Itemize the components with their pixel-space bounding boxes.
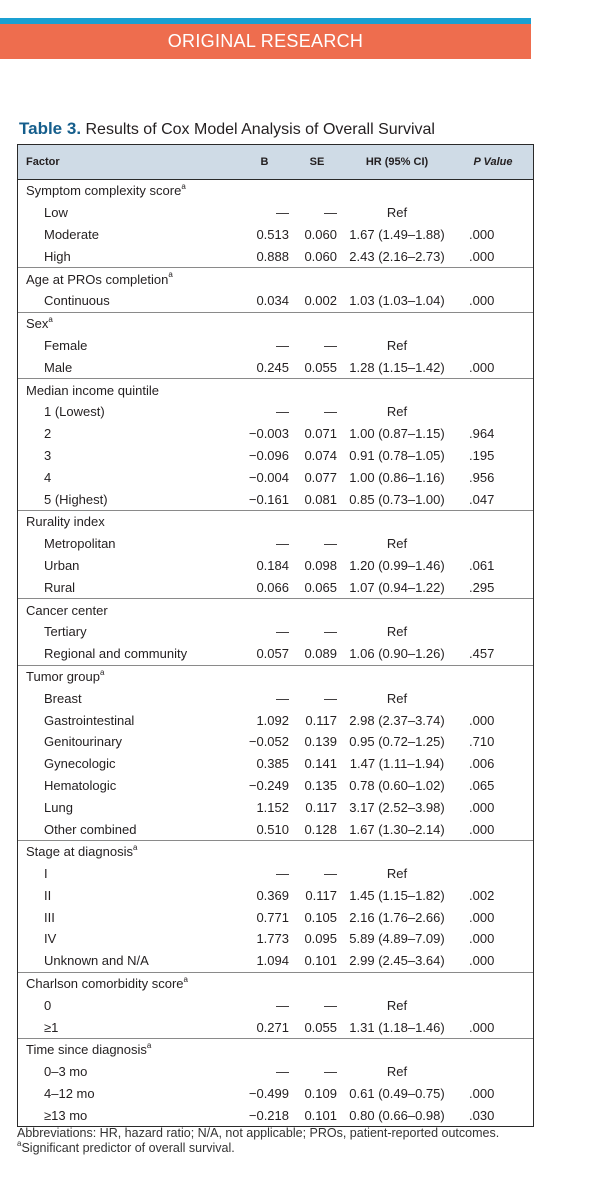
hr-cell: Ref bbox=[386, 536, 408, 552]
section-row bbox=[18, 972, 533, 994]
b-cell: — bbox=[276, 404, 289, 420]
b-cell: — bbox=[276, 337, 289, 353]
factor-cell: Hematologic bbox=[44, 777, 117, 793]
b-cell: −0.096 bbox=[248, 447, 289, 463]
se-cell: 0.101 bbox=[304, 1107, 337, 1123]
table-body bbox=[18, 180, 533, 1127]
p-value-cell bbox=[453, 863, 533, 885]
se-cell: — bbox=[324, 866, 337, 882]
factor-cell: Female bbox=[44, 337, 88, 353]
section-row bbox=[18, 599, 533, 621]
table-row bbox=[18, 818, 533, 840]
se-cell: — bbox=[324, 624, 337, 640]
p-value-cell: .006 bbox=[469, 756, 495, 772]
table-row bbox=[18, 928, 533, 950]
p-value-cell: .195 bbox=[469, 447, 495, 463]
table-footnotes bbox=[17, 1126, 517, 1156]
hr-cell: 0.61 (0.49–0.75) bbox=[349, 1086, 445, 1102]
factor-cell: Male bbox=[44, 359, 73, 375]
p-value-cell: .000 bbox=[469, 1019, 495, 1035]
section-label: Time since diagnosis bbox=[26, 1042, 147, 1058]
b-cell: −0.004 bbox=[248, 469, 289, 485]
table-row bbox=[18, 356, 533, 378]
factor-cell: 2 bbox=[44, 426, 52, 442]
hr-cell: Ref bbox=[386, 997, 408, 1013]
factor-cell: Metropolitan bbox=[44, 536, 116, 552]
p-value-cell: .000 bbox=[469, 909, 495, 925]
table-row bbox=[18, 906, 533, 928]
se-cell: 0.095 bbox=[304, 931, 337, 947]
factor-cell: 4 bbox=[44, 469, 52, 485]
b-cell: 0.369 bbox=[256, 887, 289, 903]
b-cell: 0.184 bbox=[256, 557, 289, 573]
hr-cell: 0.85 (0.73–1.00) bbox=[349, 491, 445, 507]
se-cell: 0.105 bbox=[304, 909, 337, 925]
se-cell: 0.128 bbox=[304, 821, 337, 837]
hr-cell: 0.78 (0.60–1.02) bbox=[349, 777, 445, 793]
section-header-band bbox=[0, 24, 531, 59]
table-caption: Results of Cox Model Analysis of Overall Survival bbox=[85, 121, 435, 138]
hr-cell: 0.80 (0.66–0.98) bbox=[349, 1107, 445, 1123]
table-row bbox=[18, 202, 533, 224]
b-cell: 0.057 bbox=[256, 646, 289, 662]
hr-cell: 1.00 (0.86–1.16) bbox=[349, 469, 445, 485]
table-title bbox=[19, 119, 435, 139]
b-cell: 0.888 bbox=[256, 248, 289, 264]
p-value-cell bbox=[453, 335, 533, 357]
abbreviations-note: Abbreviations: HR, hazard ratio; N/A, not applicable; PROs, patient-reported outcomes. bbox=[17, 1126, 500, 1140]
column-header-b: B bbox=[236, 145, 293, 180]
factor-cell: Tertiary bbox=[44, 624, 87, 640]
p-value-cell: .002 bbox=[469, 887, 495, 903]
b-cell: 0.034 bbox=[256, 293, 289, 309]
hr-cell: 1.06 (0.90–1.26) bbox=[349, 646, 445, 662]
section-label-cell bbox=[18, 180, 533, 202]
table-row bbox=[18, 576, 533, 598]
footnote-marker: a bbox=[181, 182, 186, 192]
hr-cell: Ref bbox=[386, 690, 408, 706]
table-row bbox=[18, 290, 533, 312]
factor-cell: Genitourinary bbox=[44, 734, 123, 750]
hr-cell: Ref bbox=[386, 404, 408, 420]
section-label: Stage at diagnosis bbox=[26, 844, 133, 860]
p-value-cell: .964 bbox=[469, 426, 495, 442]
b-cell: 1.094 bbox=[256, 953, 289, 969]
table-row bbox=[18, 643, 533, 665]
b-cell: 0.510 bbox=[256, 821, 289, 837]
table-row bbox=[18, 687, 533, 709]
se-cell: — bbox=[324, 1064, 337, 1080]
factor-cell: Breast bbox=[44, 690, 82, 706]
se-cell: 0.117 bbox=[305, 799, 337, 815]
b-cell: 1.773 bbox=[256, 931, 289, 947]
se-cell: 0.077 bbox=[304, 469, 337, 485]
section-label-cell bbox=[18, 312, 533, 334]
table-header-row bbox=[18, 145, 533, 180]
column-header-p-value: P Value bbox=[453, 145, 533, 180]
p-value-cell: .000 bbox=[469, 953, 495, 969]
se-cell: — bbox=[324, 404, 337, 420]
p-value-cell: .956 bbox=[469, 469, 495, 485]
p-value-cell bbox=[453, 687, 533, 709]
b-cell: −0.052 bbox=[248, 734, 289, 750]
factor-cell: II bbox=[44, 887, 52, 903]
footnote-marker: a bbox=[132, 842, 138, 852]
section-label-cell bbox=[18, 972, 533, 994]
table-row bbox=[18, 245, 533, 267]
b-cell: — bbox=[276, 690, 289, 706]
b-cell: 0.066 bbox=[256, 579, 289, 595]
b-cell: 0.771 bbox=[256, 909, 289, 925]
hr-cell: Ref bbox=[386, 337, 408, 353]
factor-cell: 0–3 mo bbox=[44, 1064, 88, 1080]
p-value-cell: .000 bbox=[469, 226, 495, 242]
table-row bbox=[18, 488, 533, 510]
b-cell: −0.218 bbox=[248, 1107, 289, 1123]
section-label: Rurality index bbox=[26, 514, 105, 530]
significance-note bbox=[17, 1138, 517, 1156]
significance-marker: a bbox=[17, 1138, 22, 1148]
factor-cell: Gynecologic bbox=[44, 756, 116, 772]
se-cell: 0.089 bbox=[304, 646, 337, 662]
b-cell: — bbox=[276, 536, 289, 552]
factor-cell: Continuous bbox=[44, 293, 110, 309]
se-cell: 0.071 bbox=[304, 426, 337, 442]
hr-cell: 2.98 (2.37–3.74) bbox=[349, 712, 445, 728]
section-row bbox=[18, 180, 533, 202]
factor-cell: 0 bbox=[44, 997, 52, 1013]
table-row bbox=[18, 401, 533, 423]
p-value-cell: .000 bbox=[469, 821, 495, 837]
se-cell: 0.117 bbox=[305, 887, 337, 903]
section-label-cell bbox=[18, 665, 533, 687]
b-cell: −0.249 bbox=[248, 777, 289, 793]
hr-cell: Ref bbox=[386, 624, 408, 640]
section-label-cell bbox=[18, 379, 533, 401]
p-value-cell: .457 bbox=[469, 646, 495, 662]
p-value-cell bbox=[453, 621, 533, 643]
se-cell: — bbox=[324, 205, 337, 221]
b-cell: — bbox=[276, 205, 289, 221]
se-cell: 0.055 bbox=[304, 359, 337, 375]
section-label: Symptom complexity score bbox=[26, 183, 182, 199]
hr-cell: 5.89 (4.89–7.09) bbox=[349, 931, 445, 947]
section-row bbox=[18, 840, 533, 862]
table-row bbox=[18, 445, 533, 467]
table-row bbox=[18, 994, 533, 1016]
factor-cell: Gastrointestinal bbox=[44, 712, 135, 728]
section-label: Charlson comorbidity score bbox=[26, 976, 184, 992]
p-value-cell: .030 bbox=[469, 1107, 495, 1123]
footnote-marker: a bbox=[48, 314, 53, 324]
se-cell: 0.055 bbox=[304, 1019, 337, 1035]
p-value-cell: .000 bbox=[469, 799, 495, 815]
se-cell: 0.101 bbox=[304, 953, 337, 969]
factor-cell: Lung bbox=[44, 799, 73, 815]
b-cell: 1.092 bbox=[256, 712, 289, 728]
table-row bbox=[18, 709, 533, 731]
p-value-cell: .000 bbox=[469, 712, 495, 728]
table-row bbox=[18, 423, 533, 445]
p-value-cell: .000 bbox=[469, 359, 495, 375]
b-cell: — bbox=[276, 1064, 289, 1080]
section-label: Sex bbox=[26, 316, 49, 332]
section-row bbox=[18, 379, 533, 401]
footnote-marker: a bbox=[99, 667, 105, 677]
hr-cell: 3.17 (2.52–3.98) bbox=[349, 799, 445, 815]
p-value-cell: .047 bbox=[469, 491, 495, 507]
factor-cell: Unknown and N/A bbox=[44, 953, 149, 969]
b-cell: — bbox=[276, 866, 289, 882]
factor-cell: Moderate bbox=[44, 226, 99, 242]
footnote-marker: a bbox=[168, 270, 173, 280]
b-cell: 0.271 bbox=[256, 1019, 289, 1035]
section-label: Median income quintile bbox=[26, 382, 159, 398]
factor-cell: Low bbox=[44, 205, 68, 221]
se-cell: 0.141 bbox=[304, 756, 337, 772]
hr-cell: 1.07 (0.94–1.22) bbox=[349, 579, 445, 595]
table-row bbox=[18, 775, 533, 797]
table-row bbox=[18, 1061, 533, 1083]
p-value-cell: .295 bbox=[469, 579, 495, 595]
se-cell: 0.060 bbox=[304, 226, 337, 242]
factor-cell: High bbox=[44, 248, 71, 264]
significance-text: Significant predictor of overall survival. bbox=[21, 1141, 235, 1155]
section-label: Cancer center bbox=[26, 602, 108, 618]
se-cell: 0.135 bbox=[304, 777, 337, 793]
se-cell: — bbox=[324, 997, 337, 1013]
section-row bbox=[18, 665, 533, 687]
table-row bbox=[18, 335, 533, 357]
results-table bbox=[17, 144, 534, 1127]
se-cell: — bbox=[324, 690, 337, 706]
b-cell: 1.152 bbox=[256, 799, 289, 815]
hr-cell: 1.45 (1.15–1.82) bbox=[349, 887, 445, 903]
factor-cell: Urban bbox=[44, 557, 80, 573]
table-row bbox=[18, 555, 533, 577]
b-cell: −0.003 bbox=[248, 426, 289, 442]
hr-cell: Ref bbox=[386, 1064, 408, 1080]
section-row bbox=[18, 510, 533, 532]
hr-cell: 2.43 (2.16–2.73) bbox=[349, 248, 445, 264]
p-value-cell bbox=[453, 994, 533, 1016]
section-label-cell bbox=[18, 599, 533, 621]
section-label: Tumor group bbox=[26, 668, 100, 684]
factor-cell: III bbox=[44, 909, 55, 925]
p-value-cell: .065 bbox=[469, 777, 495, 793]
hr-cell: 0.95 (0.72–1.25) bbox=[349, 734, 445, 750]
b-cell: 0.385 bbox=[256, 756, 289, 772]
se-cell: 0.098 bbox=[304, 557, 337, 573]
b-cell: — bbox=[276, 997, 289, 1013]
p-value-cell bbox=[453, 1061, 533, 1083]
section-label-cell bbox=[18, 510, 533, 532]
se-cell: — bbox=[324, 536, 337, 552]
section-row bbox=[18, 1039, 533, 1061]
factor-cell: ≥1 bbox=[44, 1019, 59, 1035]
p-value-cell bbox=[453, 401, 533, 423]
hr-cell: 1.47 (1.11–1.94) bbox=[349, 756, 445, 772]
table-row bbox=[18, 950, 533, 972]
b-cell: 0.513 bbox=[256, 226, 289, 242]
section-label-cell bbox=[18, 268, 533, 290]
table-row bbox=[18, 1016, 533, 1038]
factor-cell: Other combined bbox=[44, 821, 137, 837]
se-cell: 0.002 bbox=[304, 293, 337, 309]
hr-cell: 1.03 (1.03–1.04) bbox=[349, 293, 445, 309]
b-cell: −0.499 bbox=[248, 1086, 289, 1102]
hr-cell: Ref bbox=[386, 205, 408, 221]
table-row bbox=[18, 863, 533, 885]
p-value-cell: .000 bbox=[469, 1086, 495, 1102]
column-header-se: SE bbox=[293, 145, 341, 180]
table-row bbox=[18, 1083, 533, 1105]
p-value-cell bbox=[453, 202, 533, 224]
section-header-label: ORIGINAL RESEARCH bbox=[167, 31, 364, 51]
column-header-hr: HR (95% CI) bbox=[341, 145, 453, 180]
footnote-marker: a bbox=[183, 974, 188, 984]
hr-cell: 1.67 (1.49–1.88) bbox=[349, 226, 445, 242]
hr-cell: 1.28 (1.15–1.42) bbox=[349, 359, 445, 375]
hr-cell: 2.16 (1.76–2.66) bbox=[349, 909, 445, 925]
section-row bbox=[18, 312, 533, 334]
factor-cell: ≥13 mo bbox=[44, 1107, 88, 1123]
table-row bbox=[18, 753, 533, 775]
p-value-cell bbox=[453, 533, 533, 555]
factor-cell: Rural bbox=[44, 579, 76, 595]
se-cell: 0.117 bbox=[305, 712, 337, 728]
p-value-cell: .061 bbox=[469, 557, 495, 573]
p-value-cell: .000 bbox=[469, 931, 495, 947]
hr-cell: 2.99 (2.45–3.64) bbox=[349, 953, 445, 969]
hr-cell: 0.91 (0.78–1.05) bbox=[349, 447, 445, 463]
b-cell: — bbox=[276, 624, 289, 640]
column-header-factor: Factor bbox=[18, 145, 236, 180]
hr-cell: 1.67 (1.30–2.14) bbox=[349, 821, 445, 837]
factor-cell: Regional and community bbox=[44, 646, 188, 662]
section-label-cell bbox=[18, 840, 533, 862]
hr-cell: 1.31 (1.18–1.46) bbox=[349, 1019, 445, 1035]
table-row bbox=[18, 731, 533, 753]
table-row bbox=[18, 224, 533, 246]
factor-cell: 5 (Highest) bbox=[44, 491, 108, 507]
se-cell: 0.060 bbox=[304, 248, 337, 264]
footnote-marker: a bbox=[146, 1041, 152, 1051]
factor-cell: I bbox=[44, 866, 48, 882]
se-cell: 0.139 bbox=[304, 734, 337, 750]
factor-cell: IV bbox=[44, 931, 57, 947]
p-value-cell: .000 bbox=[469, 293, 495, 309]
factor-cell: 1 (Lowest) bbox=[44, 404, 105, 420]
table-row bbox=[18, 885, 533, 907]
se-cell: 0.074 bbox=[304, 447, 337, 463]
factor-cell: 3 bbox=[44, 447, 52, 463]
table-number: Table 3. bbox=[19, 119, 82, 138]
b-cell: 0.245 bbox=[256, 359, 289, 375]
se-cell: 0.109 bbox=[304, 1086, 337, 1102]
table-row bbox=[18, 796, 533, 818]
table-row bbox=[18, 466, 533, 488]
b-cell: −0.161 bbox=[248, 491, 289, 507]
factor-cell: 4–12 mo bbox=[44, 1086, 95, 1102]
section-label-cell bbox=[18, 1039, 533, 1061]
section-row bbox=[18, 268, 533, 290]
hr-cell: 1.20 (0.99–1.46) bbox=[349, 557, 445, 573]
se-cell: 0.081 bbox=[304, 491, 337, 507]
hr-cell: 1.00 (0.87–1.15) bbox=[349, 426, 445, 442]
section-label: Age at PROs completion bbox=[26, 271, 169, 287]
se-cell: — bbox=[324, 337, 337, 353]
table-row bbox=[18, 621, 533, 643]
p-value-cell: .710 bbox=[469, 734, 495, 750]
se-cell: 0.065 bbox=[304, 579, 337, 595]
hr-cell: Ref bbox=[386, 866, 408, 882]
table-row bbox=[18, 533, 533, 555]
table-row bbox=[18, 1104, 533, 1126]
p-value-cell: .000 bbox=[469, 248, 495, 264]
